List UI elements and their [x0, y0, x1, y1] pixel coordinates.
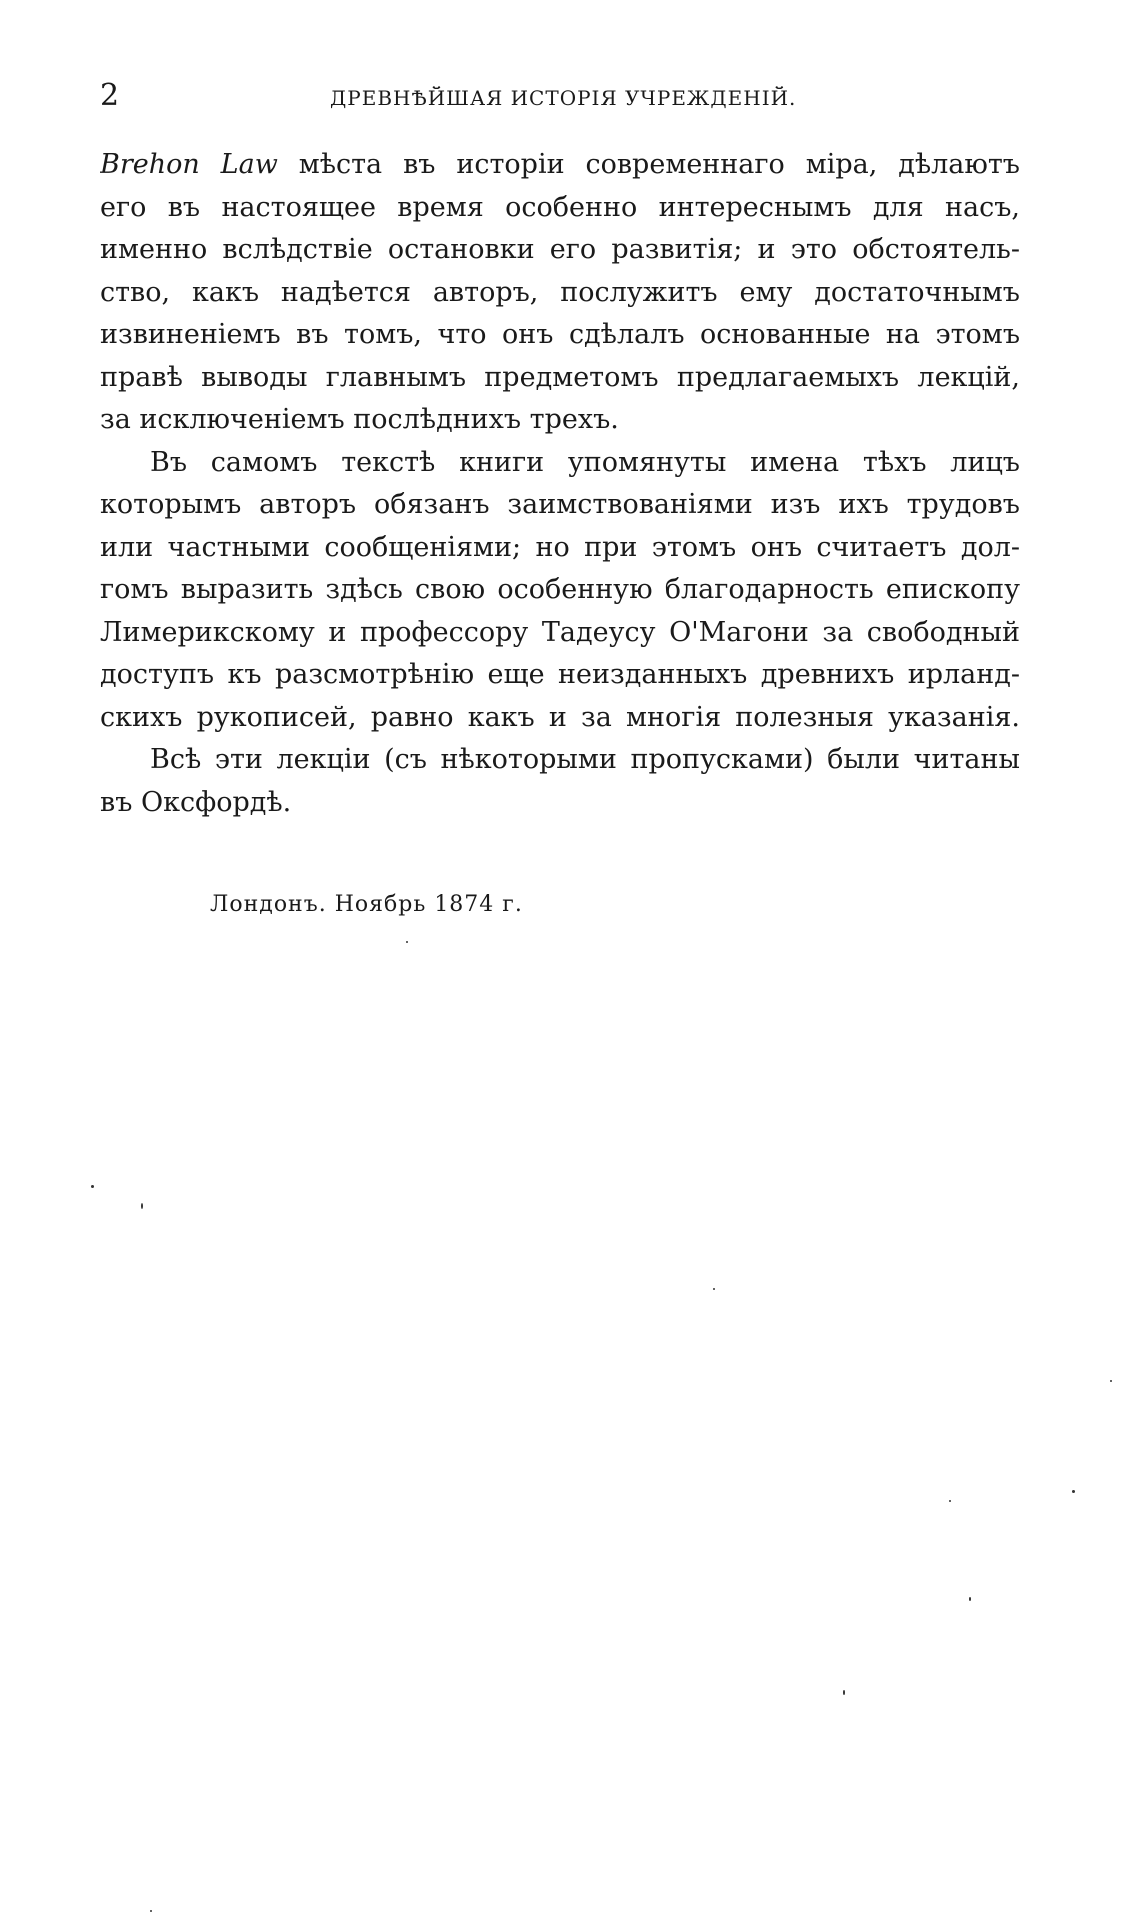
text-line: или частными сообщеніями; но при этомъ онъ считаетъ дол-: [100, 531, 1020, 563]
paragraph-1: [100, 144, 1020, 442]
text-line: въ Оксфордѣ.: [100, 786, 292, 818]
text-line: правѣ выводы главнымъ предметомъ предлагаемыхъ лекцій,: [100, 361, 1020, 393]
scan-speck: [1072, 1490, 1075, 1493]
text-line: скихъ рукописей, равно какъ и за многія полезныя указанія.: [100, 701, 1020, 733]
paragraph-3: [100, 739, 1020, 824]
text-line: Brehon Law мѣста въ исторіи современнаго міра, дѣлаютъ: [100, 149, 1020, 180]
page-number: 2: [100, 78, 120, 113]
scan-speck: [406, 941, 408, 943]
text-line: Всѣ эти лекціи (съ нѣкоторыми пропусками) были читаны: [150, 744, 1020, 775]
scan-speck: [713, 1288, 715, 1290]
scan-speck: [949, 1500, 951, 1502]
running-title: ДРЕВНѢЙШАЯ ИСТОРІЯ УЧРЕЖДЕНІЙ.: [330, 86, 797, 110]
scan-speck: [150, 1910, 152, 1912]
text-line: ство, какъ надѣется авторъ, послужитъ ему достаточнымъ: [100, 276, 1020, 308]
text-line: его въ настоящее время особенно интереснымъ для насъ,: [100, 191, 1020, 223]
scan-speck: [1110, 1380, 1112, 1382]
text-line: за исключеніемъ послѣднихъ трехъ.: [100, 404, 619, 435]
body-text: [100, 144, 1020, 824]
text-line: именно вслѣдствіе остановки его развитія; и это обстоятель-: [100, 234, 1020, 265]
paragraph-2: [100, 442, 1020, 740]
scan-speck: [141, 1203, 143, 1209]
signature-line: Лондонъ. Ноябрь 1874 г.: [210, 892, 523, 917]
text-line: которымъ авторъ обязанъ заимствованіями изъ ихъ трудовъ: [100, 489, 1020, 520]
scan-speck: [969, 1597, 971, 1601]
italic-term: Brehon Law: [100, 149, 278, 180]
text-line: извиненіемъ въ томъ, что онъ сдѣлалъ основанные на этомъ: [100, 319, 1020, 350]
text-line: доступъ къ разсмотрѣнію еще неизданныхъ древнихъ ирланд-: [100, 659, 1020, 690]
text-line: Въ самомъ текстѣ книги упомянуты имена тѣхъ лицъ: [150, 446, 1020, 478]
scan-speck: [843, 1690, 845, 1695]
text-line: гомъ выразить здѣсь свою особенную благодарность епископу: [100, 574, 1020, 605]
text-line: Лимерикскому и профессору Тадеусу О'Магони за свободный: [100, 616, 1020, 648]
running-header: [100, 78, 1020, 118]
scan-speck: [91, 1185, 94, 1188]
